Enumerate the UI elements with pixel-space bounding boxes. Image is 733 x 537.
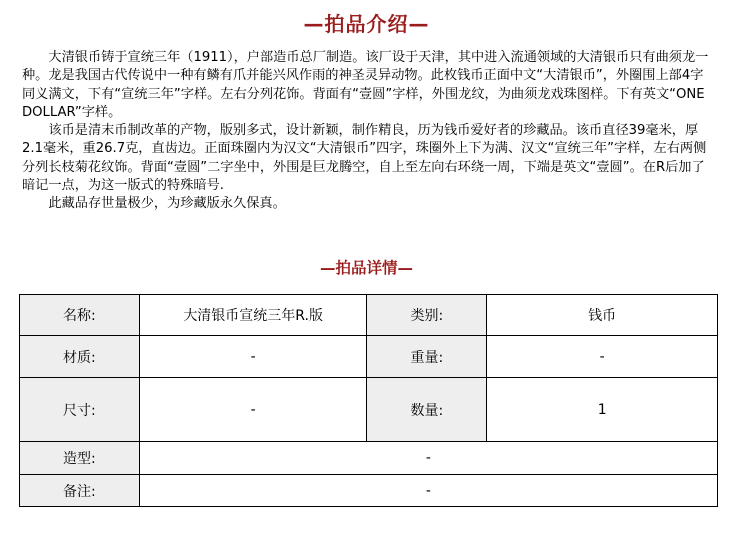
shape-label: 造型:	[20, 442, 140, 475]
table-row	[20, 475, 718, 507]
quantity-label: 数量:	[367, 378, 487, 442]
category-label: 类别:	[367, 295, 487, 336]
weight-label: 重量:	[367, 336, 487, 378]
intro-paragraph: 该币是清末币制改革的产物，版别多式，设计新颖，制作精良，历为钱币爱好者的珍藏品。该币直径39毫米，厚2.1毫米，重26.7克，直齿边。正面珠圈内为汉文“大清银币”四字，珠圈外上下为满、汉文“宣统三年”字样，左右两侧分列长枝菊花纹饰。背面“壹圆”二字坐中，外围是巨龙腾空，自上至左向右环绕一周，下端是英文“壹圆”。在R后加了暗记一点，为这一版式的特殊暗号.	[22, 123, 707, 194]
table-row	[20, 336, 718, 378]
intro-paragraph: 此藏品存世量极少，为珍藏版永久保真。	[48, 196, 286, 212]
name-value: 大清银币宣统三年R.版	[139, 295, 367, 336]
table-row	[20, 378, 718, 442]
details-table	[19, 294, 718, 507]
remarks-label: 备注:	[20, 475, 140, 507]
size-label: 尺寸:	[20, 378, 140, 442]
intro-body	[22, 49, 710, 214]
quantity-value: 1	[487, 378, 718, 442]
category-value: 钱币	[487, 295, 718, 336]
intro-title: —拍品介绍—	[303, 12, 430, 36]
intro-paragraph: 大清银币铸于宣统三年（1911），户部造币总厂制造。该厂设于天津，其中进入流通领域的大清银币只有曲须龙一种。龙是我国古代传说中一种有鳞有爪并能兴风作雨的神圣灵异动物。此枚钱币正面中文“大清银币”，外圈围上部4字同义满文，下有“宣统三年”字样。左右分列花饰。背面有“壹圆”字样，外围龙纹，为曲须龙戏珠图样。下有英文“ONE DOLLAR”字样。	[22, 50, 709, 120]
table-row	[20, 295, 718, 336]
size-value: -	[139, 378, 367, 442]
material-value: -	[139, 336, 367, 378]
material-label: 材质:	[20, 336, 140, 378]
remarks-value: -	[139, 475, 717, 507]
table-row	[20, 442, 718, 475]
details-title: —拍品详情—	[319, 259, 413, 277]
shape-value: -	[139, 442, 717, 475]
name-label: 名称:	[20, 295, 140, 336]
weight-value: -	[487, 336, 718, 378]
